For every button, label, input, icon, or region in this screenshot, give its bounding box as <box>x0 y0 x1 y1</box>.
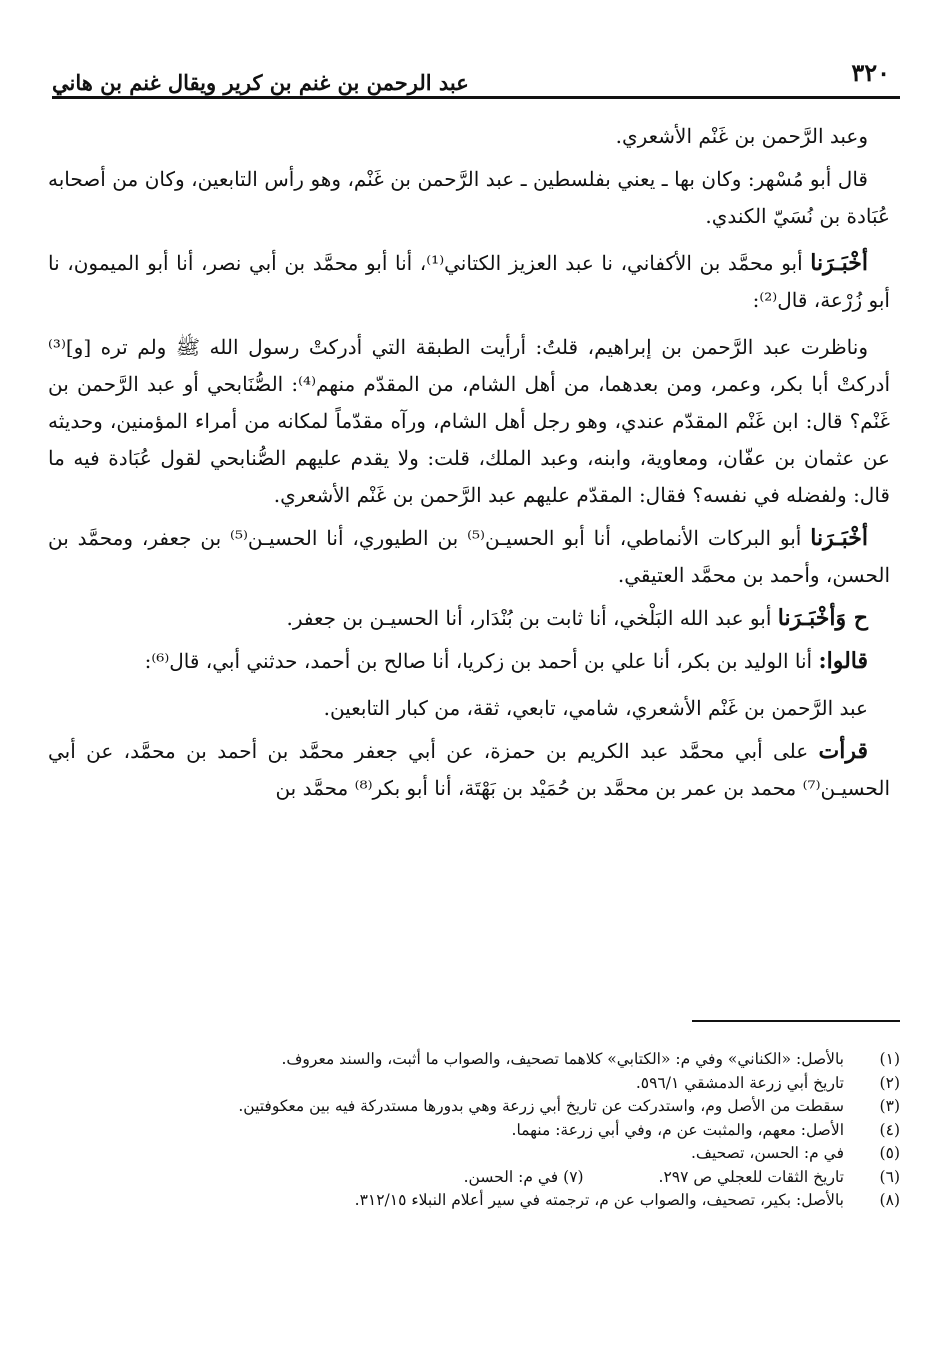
footnote-8: (٨) بالأصل: بكير، تصحيف، والصواب عن م، ترجمته في سير أعلام النبلاء ٣١٢/١٥. <box>354 1191 900 1209</box>
footnote-6-7: (٦) تاريخ الثقات للعجلي ص ٢٩٧. (٧) في م: الحسن. <box>80 1166 900 1190</box>
paragraph-4: وناظرت عبد الرَّحمن بن إبراهيم، قلتُ: أرأيت الطبقة التي أدركتْ رسول الله ﷺ ولم تره [و]⁽³⁾ أدركتْ أبا بكر، وعمر، ومن بعدهما، من أهل الشام، من المقدّم منهم⁽⁴⁾: الصُّنَابحي أو عبد الرَّحمن بن غَنْم؟ قال: ابن غَنْم المقدّم عندي، وهو رجل أهل الشام، ورآه مقدّماً لمكانه من أمراء المؤمنين، وحديثه عن عثمان بن عفّان، ومعاوية، وابنه، وعبد الملك، قلت: ولا يقدم عليهم الصُّنابحي لقول عُبَادة فيه ما قال: ولفضله في نفسه؟ فقال: المقدّم عليهم عبد الرَّحمن بن غَنْم الأشعري. <box>48 335 891 507</box>
paragraph-1: وعبد الرَّحمن بن غَنْم الأشعري. <box>615 124 868 148</box>
footnote-3: (٣) سقطت من الأصل وم، واستدركت عن تاريخ أبي زرعة وهي بدورها مستدركة فيه بين معكوفتين. <box>238 1097 900 1115</box>
page-number: ٣٢٠ <box>851 58 890 87</box>
footnote-6-text: تاريخ الثقات للعجلي ص ٢٩٧. <box>658 1167 844 1186</box>
running-title: عبد الرحمن بن غنم بن كرير ويقال غنم بن هاني <box>52 70 469 95</box>
paragraph-2: قال أبو مُسْهر: وكان بها ـ يعني بفلسطين ـ عبد الرَّحمن بن غَنْم، وهو رأس التابعين، وكان من أصحابه عُبَادة بن نُسَيّ الكندي. <box>48 167 890 228</box>
header-rule <box>52 96 900 99</box>
footnote-4: (٤) الأصل: معهم، والمثبت عن م، وفي أبي زرعة: منهما. <box>511 1120 900 1139</box>
footnote-7: (٧) في م: الحسن. <box>463 1167 584 1186</box>
paragraph-5: أخْبَـرَنا أبو البركات الأنماطي، أنا أبو الحسيـن⁽⁵⁾ بن الطيوري، أنا الحسيـن⁽⁵⁾ بن جعفر، ومحمَّد بن الحسن، وأحمد بن محمَّد العتيقي. <box>48 525 890 587</box>
footnote-1: (١) بالأصل: «الكناني» وفي م: «الكتابي» كلاهما تصحيف، والصواب ما أثبت، والسند معروف. <box>281 1050 900 1068</box>
footnotes <box>80 1048 900 1213</box>
paragraph-7: قالوا: أنا الوليد بن بكر، أنا علي بن أحمد بن زكريا، أنا صالح بن أحمد، حدثني أبي، قال⁽⁶⁾: <box>144 648 868 674</box>
paragraph-6: ح وَأخْبَـرَنا أبو عبد الله البَلْخي، أنا ثابت بن بُنْدَار، أنا الحسيـن بن جعفر. <box>286 605 868 631</box>
footnote-5: (٥) في م: الحسن، تصحيف. <box>690 1144 900 1162</box>
paragraph-9: قرأت على أبي محمَّد عبد الكريم بن حمزة، عن أبي جعفر محمَّد بن أحمد بن محمَّد، عن أبي الحسيـن⁽⁷⁾ محمد بن عمر بن محمَّد بن حُمَيْد بن بَهْتَة، أنا أبو بكر⁽⁸⁾ محمَّد بن <box>48 738 890 800</box>
paragraph-3: أخْبَـرَنا أبو محمَّد بن الأكفاني، نا عبد العزيز الكتاني⁽¹⁾، أنا أبو محمَّد بن أبي نصر، أنا أبو الميمون، نا أبو زُرْعة، قال⁽²⁾: <box>48 250 890 312</box>
paragraph-8: عبد الرَّحمن بن غَنْم الأشعري، شامي، تابعي، ثقة، من كبار التابعين. <box>323 696 868 720</box>
footnote-rule <box>692 1020 900 1022</box>
main-text <box>48 118 890 807</box>
footnote-2: (٢) تاريخ أبي زرعة الدمشقي ٥٩٦/١. <box>635 1073 900 1092</box>
